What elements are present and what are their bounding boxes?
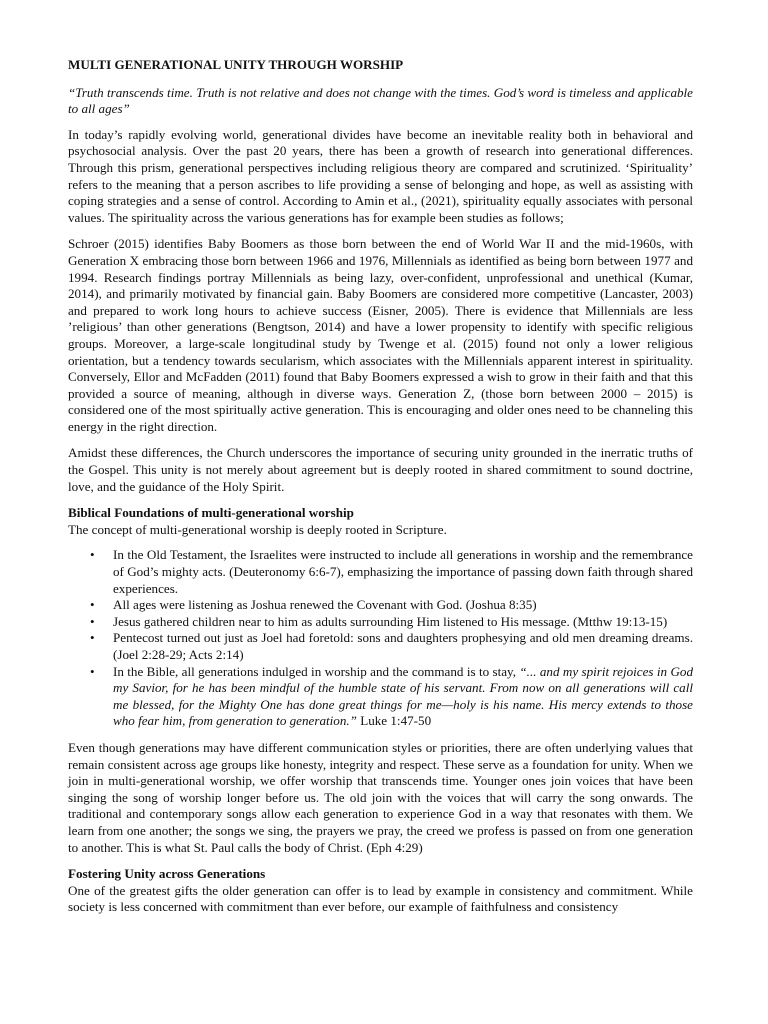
list-item-text: Jesus gathered children near to him as adults surrounding Him listened to His message. (Mtthw 19:13-15) — [113, 613, 668, 629]
scripture-reference: Luke 1:47-50 — [356, 713, 432, 729]
opening-quote: “Truth transcends time. Truth is not relative and does not change with the times. God’s word is timeless and applicable to all ages” — [68, 84, 693, 117]
document-title: MULTI GENERATIONAL UNITY THROUGH WORSHIP — [68, 57, 404, 72]
intro-paragraph: In today’s rapidly evolving world, generational divides have become an inevitable reality both in behavioral and psychosocial analysis. Over the past 20 years, there has been a growth of research into generational differences. Through this prism, generational perspectives including religious theory are compared and scrutinized. ‘Spirituality’ refers to the meaning that a person ascribes to life providing a sense of belonging and hope, as well as assisting with coping strategies and a sense of control. According to Amin et al., (2021), spirituality equally associates with personal values. The spirituality across the various generations has for example been studies as follows; — [68, 126, 693, 225]
list-item — [68, 597, 693, 614]
worship-paragraph: Even though generations may have different communication styles or priorities, there are often underlying values that remain consistent across age groups like honesty, integrity and respect. These serve as a foundation for unity. When we join in multi-generational worship, we offer worship that transcends time. Younger ones join voices that have been singing the song of worship longer before us. The old join with the voices that will carry the song onwards. The traditional and contemporary songs allow each generation to experience God in a way that resonates with them. We learn from one another; the songs we sing, the prayers we pray, the creed we profess is passed on from one generation to another. This is what St. Paul calls the body of Christ. (Eph 4:29) — [68, 739, 693, 855]
section-heading-fostering-unity: Fostering Unity across Generations — [68, 866, 266, 882]
list-item — [68, 614, 693, 631]
generations-paragraph: Schroer (2015) identifies Baby Boomers as those born between the end of World War II and the mid-1960s, with Generation X embracing those born between 1966 and 1976, Millennials as identified as being born between 1977 and 1994. Research findings portray Millennials as being lazy, over-confident, unprofessional and unethical (Kumar, 2014), and primarily motivated by financial gain. Baby Boomers are considered more competitive (Lancaster, 2003) and prepared to work long hours to achieve success (Eisner, 2005). There is evidence that Millennials are less ’religious’ than other generations (Bengtson, 2014) and have a lower propensity to identify with specific religious groups. Moreover, a large-scale longitudinal study by Twenge et al. (2015) found not only a lower religious orientation, but a tendency towards secularism, which associates with the Millennials apparent interest in spirituality. Conversely, Ellor and McFadden (2011) found that Baby Boomers expressed a wish to grow in their faith and that this provided a source of meaning, although in diverse ways. Generation Z, (those born between 2000 – 2015) is considered one of the most spiritually active generation. This is encouraging and older ones need to be channeling this energy in the right direction. — [68, 236, 693, 434]
fostering-unity-text: One of the greatest gifts the older generation can offer is to lead by example in consistency and commitment. While society is less concerned with commitment than ever before, our example of faithfulness and consistency — [68, 882, 693, 915]
unity-paragraph: Amidst these differences, the Church underscores the importance of securing unity grounded in the inerratic truths of the Gospel. This unity is not merely about agreement but is deeply rooted in shared commitment to sound doctrine, love, and the guidance of the Holy Spirit. — [68, 445, 693, 494]
list-item-text: Pentecost turned out just as Joel had foretold: sons and daughters prophesying and old men dreaming dreams. (Joel 2:28-29; Acts 2:14) — [113, 630, 693, 662]
list-item — [68, 630, 693, 663]
bullet-icon: • — [90, 663, 95, 679]
scripture-quote: “... and my spirit rejoices in God my Savior, for he has been mindful of the humble state of his servant. From now on all generations will call me blessed, for the Mighty One has done great things for me—holy is his name. His mercy extends to those who fear him, from generation to generation.” — [113, 663, 693, 729]
section-intro-text: The concept of multi-generational worship is deeply rooted in Scripture. — [68, 521, 447, 537]
document-page — [68, 57, 693, 916]
bullet-icon: • — [90, 630, 95, 646]
list-item-lead: In the Bible, all generations indulged in worship and the command is to stay, — [113, 663, 520, 679]
bullet-icon: • — [90, 597, 95, 613]
bullet-icon: • — [90, 547, 95, 563]
list-item-text: In the Old Testament, the Israelites were instructed to include all generations in worship and the remembrance of God’s mighty acts. (Deuteronomy 6:6-7), emphasizing the importance of passing down faith through shared experiences. — [113, 547, 693, 596]
list-item — [68, 664, 693, 730]
section-heading-biblical-foundations: Biblical Foundations of multi-generational worship — [68, 505, 354, 521]
bullet-icon: • — [90, 613, 95, 629]
list-item-text: All ages were listening as Joshua renewed the Covenant with God. (Joshua 8:35) — [113, 597, 537, 613]
scripture-bullet-list — [68, 547, 693, 730]
list-item — [68, 547, 693, 597]
